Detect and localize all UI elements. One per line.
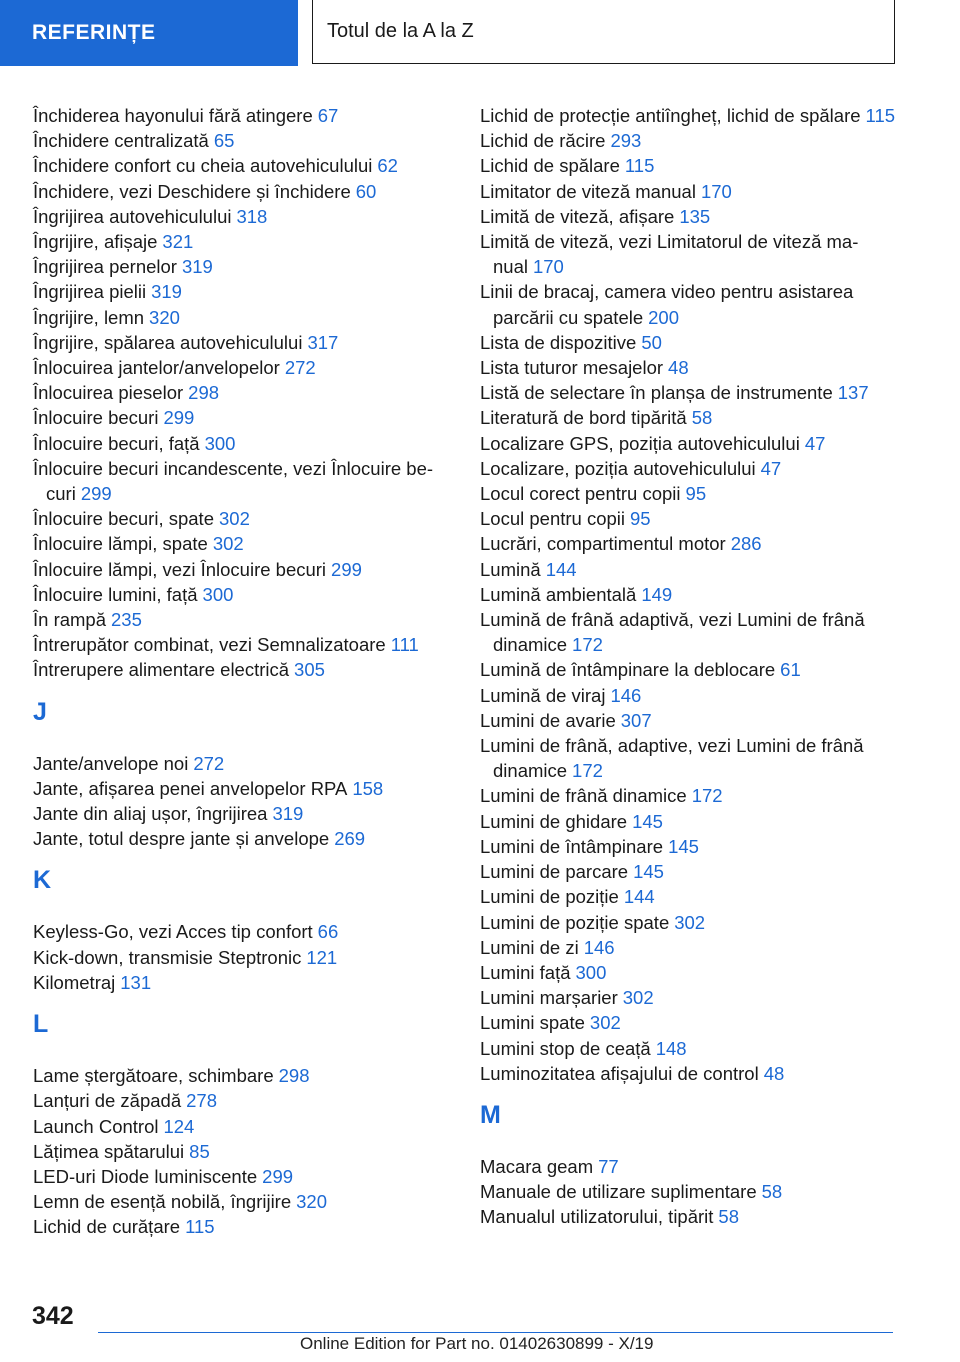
index-page-link[interactable]: 145 [633, 861, 664, 883]
index-entry [33, 330, 463, 355]
index-entry [480, 456, 900, 481]
index-entry-text: Lista tuturor mesajelor [480, 357, 664, 379]
index-entry-text: Închidere, vezi Deschidere și închidere [33, 180, 351, 202]
index-page-link[interactable]: 302 [219, 508, 250, 530]
index-entry-text: Închidere confort cu cheia autovehiculului [33, 155, 373, 177]
index-entry-text: Jante din aliaj ușor, îngrijirea [33, 803, 268, 825]
index-entry-text: Listă de selectare în planșa de instrumente [480, 382, 833, 404]
index-page-link[interactable]: 278 [186, 1090, 217, 1112]
index-entry-text: Kick-down, transmisie Steptronic [33, 946, 302, 968]
index-column-right [480, 103, 900, 1230]
index-entry [33, 128, 463, 153]
index-entry-text: Keyless-Go, vezi Acces tip confort [33, 921, 313, 943]
index-entry-text: Lumină de întâmpinare la deblocare [480, 659, 776, 681]
index-letter-heading: L [33, 1010, 49, 1039]
index-page-link[interactable]: 298 [188, 382, 220, 404]
index-entry [480, 960, 900, 985]
index-page-link[interactable]: 148 [655, 1037, 687, 1059]
index-entry-text: Lumini de frână dinamice [480, 785, 687, 807]
index-entry-text: Locul corect pentru copii [480, 483, 681, 505]
index-page-link[interactable]: 319 [181, 256, 213, 278]
index-entry-text: Lumină [480, 558, 541, 580]
index-entry-text: Îngrijire, lemn [33, 306, 145, 328]
index-entry-text: Îngrijirea pernelor [33, 256, 177, 278]
index-page-link[interactable]: 299 [262, 1165, 294, 1187]
index-page-link[interactable]: 170 [532, 256, 564, 278]
index-page-link[interactable]: 85 [189, 1140, 210, 1162]
index-entry [480, 355, 900, 380]
index-entry-text: Îngrijirea autovehiculului [33, 205, 232, 227]
index-page-link[interactable]: 95 [685, 483, 707, 505]
index-entry-text: Jante/anvelope noi [33, 752, 189, 774]
index-entry [480, 657, 900, 682]
section-label: REFERINȚE [32, 21, 156, 44]
index-entry [480, 229, 900, 279]
index-page-link[interactable]: 47 [760, 457, 782, 479]
index-entry-text: Literatură de bord tipărită [480, 407, 687, 429]
index-page-link[interactable]: 121 [306, 946, 338, 968]
index-entry [480, 935, 900, 960]
index-entry-text: Lumină de frână adaptivă, vezi Lumini de frână dinamice [480, 609, 865, 656]
index-entry [33, 751, 463, 776]
index-page-link[interactable]: 320 [296, 1191, 328, 1213]
index-entry-text: Luminozitatea afișajului de control [480, 1062, 759, 1084]
index-entry [480, 1010, 900, 1035]
index-entry [33, 229, 463, 254]
index-entry-text: Închidere centralizată [33, 130, 209, 152]
index-page-link[interactable]: 286 [730, 533, 762, 555]
index-page-link[interactable]: 299 [331, 558, 362, 580]
index-entry [33, 355, 463, 380]
index-entry [33, 153, 463, 178]
index-entry-text: Lumini de zi [480, 936, 579, 958]
index-entry [480, 405, 900, 430]
index-entry-text: Lichid de răcire [480, 130, 606, 152]
index-page-link[interactable]: 58 [691, 407, 713, 429]
index-entry [33, 557, 463, 582]
page-number: 342 [32, 1302, 74, 1330]
index-page-link[interactable]: 95 [630, 508, 651, 530]
index-entry [480, 128, 900, 153]
index-page-link[interactable]: 320 [149, 306, 180, 328]
index-entry-text: Lemn de esență nobilă, îngrijire [33, 1191, 292, 1213]
index-entry-text: Kilometraj [33, 971, 116, 993]
index-entry [480, 1154, 900, 1179]
index-entry-text: Jante, totul despre jante și anvelope [33, 828, 330, 850]
index-entry [33, 1139, 463, 1164]
index-page-link[interactable]: 293 [610, 130, 642, 152]
index-entry-text: Lucrări, compartimentul motor [480, 533, 726, 555]
index-entry-text: Localizare, poziția autovehiculului [480, 457, 756, 479]
index-entry-text: Lumină de viraj [480, 684, 606, 706]
index-entry [480, 179, 900, 204]
index-page-link[interactable]: 67 [317, 105, 339, 126]
index-entry-text: Lumină ambientală [480, 583, 637, 605]
index-entry [33, 456, 463, 506]
index-entry-text: Manualul utilizatorului, tipărit [480, 1206, 714, 1228]
chapter-title: Totul de la A la Z [327, 20, 474, 42]
index-entry-text: Întrerupător combinat, vezi Semnalizatoare [33, 634, 386, 656]
index-entry-text: Lumini de poziție [480, 886, 619, 908]
index-entry [480, 380, 900, 405]
index-entry [33, 657, 463, 682]
index-entry-text: Întrerupere alimentare electrică [33, 659, 290, 681]
index-entry-text: LED-uri Diode luminiscente [33, 1165, 258, 1187]
index-entry-text: Limită de viteză, afișare [480, 205, 675, 227]
index-entry-text: Lista de dispozitive [480, 331, 637, 353]
index-entry [33, 305, 463, 330]
index-entry-text: Lumini marșarier [480, 987, 618, 1009]
index-entry-text: Limită de viteză, vezi Limitatorul de viteză manual [480, 231, 859, 278]
index-page-link[interactable]: 115 [185, 1216, 215, 1238]
index-entry-text: Lanțuri de zăpadă [33, 1090, 182, 1112]
index-entry-text: Locul pentru copii [480, 508, 626, 530]
index-entry-text: Lichid de protecție antiîngheț, lichid de spălare [480, 105, 861, 126]
index-entry [33, 945, 463, 970]
index-entry [480, 103, 900, 128]
index-page-link[interactable]: 137 [837, 382, 869, 404]
index-entry [33, 1189, 463, 1214]
index-entry [33, 801, 463, 826]
index-entry [480, 506, 900, 531]
index-entry [480, 153, 900, 178]
index-entry [33, 405, 463, 430]
index-page-link[interactable]: 319 [272, 803, 304, 825]
index-entry-text: Închiderea hayonului fără atingere [33, 105, 313, 126]
index-entry-text: Lumini de întâmpinare [480, 835, 664, 857]
index-entry-text: Înlocuire becuri incandescente, vezi Înlocuire becuri [33, 457, 434, 505]
index-entry [480, 1204, 900, 1229]
index-entry [480, 204, 900, 229]
index-page-link[interactable]: 146 [610, 684, 642, 706]
index-entry [33, 970, 463, 995]
index-page-link[interactable]: 305 [294, 659, 325, 681]
index-entry-text: Îngrijire, afișaje [33, 231, 158, 253]
index-entry-text: Limitator de viteză manual [480, 180, 696, 202]
index-entry [33, 380, 463, 405]
index-entry-text: Lățimea spătarului [33, 1140, 185, 1162]
index-entry-text: Macara geam [480, 1155, 594, 1177]
index-letter-heading: J [33, 697, 47, 726]
index-page-link[interactable]: 269 [334, 828, 366, 850]
index-entry-text: Înlocuire becuri, spate [33, 508, 214, 530]
index-page-link[interactable]: 61 [780, 659, 801, 681]
index-entry [480, 607, 900, 657]
index-page-link[interactable]: 158 [352, 777, 384, 799]
index-entry [33, 1063, 463, 1088]
index-page-link[interactable]: 302 [589, 1012, 621, 1034]
index-page-link[interactable]: 50 [641, 331, 662, 353]
edition-footer: Online Edition for Part no. 01402630899 - X/19 [300, 1334, 654, 1353]
index-page-link[interactable]: 300 [575, 961, 607, 983]
index-entry [480, 431, 900, 456]
index-entry-text: Înlocuire lumini, față [33, 583, 198, 605]
index-page-link[interactable]: 115 [624, 155, 655, 177]
index-page-link[interactable]: 172 [691, 785, 723, 807]
index-page-link[interactable]: 135 [679, 205, 711, 227]
index-entry [33, 632, 463, 657]
index-page-link[interactable]: 48 [763, 1062, 785, 1084]
index-entry [33, 582, 463, 607]
index-page-link[interactable]: 65 [213, 130, 235, 152]
index-page-link[interactable]: 47 [804, 432, 826, 454]
index-entry [480, 683, 900, 708]
chapter-tab[interactable] [312, 0, 895, 64]
index-entry-text: Localizare GPS, poziția autovehiculului [480, 432, 800, 454]
index-page-link[interactable]: 319 [151, 281, 182, 303]
index-entry [480, 481, 900, 506]
index-page-link[interactable]: 149 [641, 583, 673, 605]
index-page-link[interactable]: 321 [162, 231, 194, 253]
index-entry-text: Îngrijirea pielii [33, 281, 147, 303]
index-page-link[interactable]: 298 [278, 1065, 310, 1087]
index-page-link[interactable]: 48 [668, 357, 689, 379]
index-page-link[interactable]: 58 [761, 1181, 783, 1203]
index-page-link[interactable]: 170 [700, 180, 732, 202]
index-entry-text: Lichid de spălare [480, 155, 620, 177]
index-entry-text: Jante, afișarea penei anvelopelor RPA [33, 777, 348, 799]
index-page-link[interactable]: 302 [674, 911, 706, 933]
index-entry [480, 531, 900, 556]
index-page-link[interactable]: 146 [583, 936, 615, 958]
index-page-link[interactable]: 145 [632, 810, 663, 832]
index-entry [480, 279, 900, 329]
index-page-link[interactable]: 318 [236, 205, 268, 227]
index-page-link[interactable]: 60 [355, 180, 377, 202]
index-page-link[interactable]: 300 [204, 432, 236, 454]
index-entry [33, 254, 463, 279]
index-entry-text: Lumini de avarie [480, 709, 616, 731]
index-entry-text: Lame ștergătoare, schimbare [33, 1065, 274, 1087]
index-entry [33, 1088, 463, 1113]
index-page-link[interactable]: 172 [572, 760, 603, 782]
index-entry-text: Înlocuire becuri, față [33, 432, 200, 454]
index-page-link[interactable]: 66 [317, 921, 339, 943]
index-page-link[interactable]: 144 [623, 886, 655, 908]
index-entry-text: Lumini de parcare [480, 861, 629, 883]
index-entry [480, 708, 900, 733]
index-page-link[interactable]: 58 [718, 1206, 739, 1228]
index-page-link[interactable]: 235 [111, 609, 142, 631]
index-entry-text: Linii de bracaj, camera video pentru asistarea parcării cu spatele [480, 281, 854, 328]
index-entry-text: Înlocuirea pieselor [33, 382, 184, 404]
index-entry [33, 1214, 463, 1239]
index-entry-text: Înlocuirea jantelor/anvelopelor [33, 357, 280, 379]
index-entry-text: Lumini de poziție spate [480, 911, 670, 933]
index-entry-text: Lumini față [480, 961, 571, 983]
index-entry-text: Lumini stop de ceață [480, 1037, 651, 1059]
index-entry [33, 919, 463, 944]
index-entry [33, 279, 463, 304]
index-page-link[interactable]: 272 [193, 752, 225, 774]
index-entry [480, 859, 900, 884]
index-page-link[interactable]: 77 [598, 1155, 619, 1177]
index-page-link[interactable]: 131 [120, 971, 152, 993]
index-entry [480, 910, 900, 935]
index-entry [480, 557, 900, 582]
index-page-link[interactable]: 200 [648, 306, 680, 328]
index-page-link[interactable]: 317 [307, 331, 339, 353]
index-entry-text: Îngrijire, spălarea autovehiculului [33, 331, 303, 353]
index-page-link[interactable]: 144 [545, 558, 577, 580]
index-page-link[interactable]: 299 [80, 483, 112, 505]
index-entry [33, 103, 463, 128]
index-entry [480, 809, 900, 834]
index-entry [480, 985, 900, 1010]
index-entry-text: Manuale de utilizare suplimentare [480, 1181, 757, 1203]
index-entry [33, 826, 463, 851]
index-entry [480, 330, 900, 355]
index-entry-text: Lichid de curățare [33, 1216, 181, 1238]
index-entry [33, 1114, 463, 1139]
index-letter-heading: K [33, 866, 52, 895]
index-entry-text: În rampă [33, 609, 107, 631]
index-entry-text: Înlocuire becuri [33, 407, 159, 429]
index-entry [480, 582, 900, 607]
index-column-left [33, 103, 463, 1240]
index-page-link[interactable]: 307 [620, 709, 652, 731]
index-entry [33, 204, 463, 229]
index-page-link[interactable]: 111 [390, 634, 419, 656]
index-entry-text: Lumini de ghidare [480, 810, 628, 832]
index-page-link[interactable]: 145 [668, 835, 699, 857]
footer-divider [98, 1332, 893, 1333]
index-entry [480, 884, 900, 909]
index-entry [480, 733, 900, 783]
index-entry [480, 1036, 900, 1061]
index-entry [33, 506, 463, 531]
index-page-link[interactable]: 300 [202, 583, 234, 605]
index-page-link[interactable]: 62 [377, 155, 398, 177]
index-entry-text: Înlocuire lămpi, spate [33, 533, 208, 555]
page-header [0, 0, 960, 66]
index-entry [480, 783, 900, 808]
index-page-link[interactable]: 302 [622, 987, 654, 1009]
index-letter-heading: M [480, 1100, 501, 1129]
index-page-link[interactable]: 299 [163, 407, 195, 429]
index-entry [480, 1179, 900, 1204]
index-page-link[interactable]: 302 [212, 533, 244, 555]
index-entry [33, 179, 463, 204]
index-page-link[interactable]: 272 [284, 357, 316, 379]
index-entry [33, 607, 463, 632]
index-entry [33, 776, 463, 801]
index-entry [33, 1164, 463, 1189]
index-entry-text: Lumini spate [480, 1012, 585, 1034]
index-entry [480, 1061, 900, 1086]
index-entry [33, 431, 463, 456]
section-tab[interactable] [0, 0, 298, 66]
index-entry [33, 531, 463, 556]
index-page-link[interactable]: 124 [163, 1115, 195, 1137]
index-entry [480, 834, 900, 859]
index-entry-text: Înlocuire lămpi, vezi Înlocuire becuri [33, 558, 327, 580]
index-page-link[interactable]: 115 [865, 105, 896, 126]
index-page-link[interactable]: 172 [572, 634, 603, 656]
index-entry-text: Lumini de frână, adaptive, vezi Lumini de frână dinamice [480, 735, 864, 782]
index-entry-text: Launch Control [33, 1115, 159, 1137]
